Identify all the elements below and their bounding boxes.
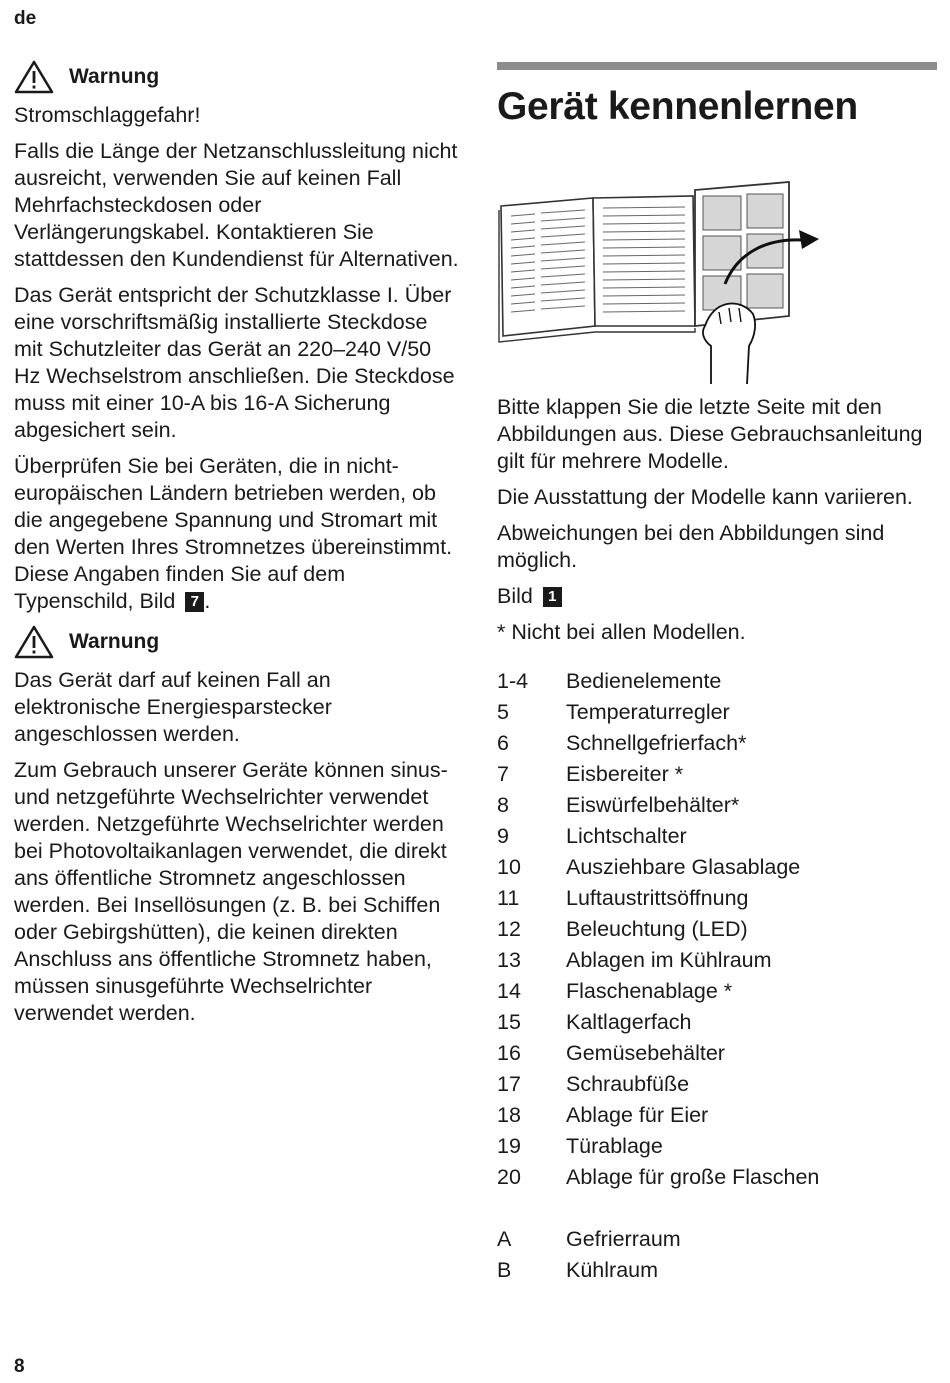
language-code: de [14,8,37,29]
part-number: 7 [497,762,509,786]
list-item [497,883,937,914]
part-label: Luftaustrittsöffnung [566,886,749,910]
list-item [497,1007,937,1038]
part-number: 19 [497,1134,521,1158]
warning-triangle-icon [14,60,54,94]
list-item [497,1038,937,1069]
warning-text: Das Gerät darf auf keinen Fall an elektronische Energiesparstecker angeschlossen werden. [14,668,332,746]
intro-paragraph: Die Ausstattung der Modelle kann variieren. [497,485,913,509]
part-label: Kaltlagerfach [566,1010,692,1034]
part-label: Eiswürfelbehälter* [566,793,740,817]
part-number: 17 [497,1072,521,1096]
part-label: Ablage für Eier [566,1103,709,1127]
page-number: 8 [14,1356,25,1377]
manual-foldout-icon [497,176,827,386]
intro-paragraph: Bitte klappen Sie die letzte Seite mit den Abbildungen aus. Diese Gebrauchsanleitung gilt für mehrere Modelle. [497,395,923,473]
list-item [497,759,937,790]
zone-label: Gefrierraum [566,1227,681,1251]
list-item [497,1100,937,1131]
list-item [497,666,937,697]
left-column [14,60,459,1036]
section-title: Gerät kennenlernen [497,85,858,128]
list-item [497,945,937,976]
figure-reference [497,583,937,610]
list-item [497,1255,937,1286]
list-item [497,728,937,759]
list-item [497,1069,937,1100]
warning-triangle-icon [14,625,54,659]
list-item [497,821,937,852]
part-number: 1-4 [497,669,529,693]
part-number: 6 [497,731,509,755]
part-number: 18 [497,1103,521,1127]
part-number: 20 [497,1165,521,1189]
warning-label: Warnung [69,65,160,88]
list-item [497,914,937,945]
list-item [497,976,937,1007]
part-label: Schraubfüße [566,1072,690,1096]
part-label: Bedienelemente [566,669,722,693]
intro-paragraph: Abweichungen bei den Abbildungen sind möglich. [497,521,885,572]
paragraph-text: Überprüfen Sie bei Geräten, die in nicht-europäischen Ländern betrieben werden, ob die angegebene Spannung und Stromart mit den Werten Ihres Stromnetzes übereinstimmt. Diese Angaben finden Sie auf dem Typenschild, Bild [14,454,453,613]
part-number: 8 [497,793,509,817]
part-number: 12 [497,917,521,941]
part-label: Ausziehbare Glasablage [566,855,801,879]
list-item [497,852,937,883]
part-label: Gemüsebehälter [566,1041,725,1065]
list-item [497,1131,937,1162]
warning-text: Zum Gebrauch unserer Geräte können sinus- und netzgeführte Wechselrichter verwendet werden. Netzgeführte Wechselrichter werden bei Photovoltaikanlagen verwendet, die direkt ans öffentliche Stromnetz angeschlossen werden. Bei Insellösungen (z. B. bei Schiffen oder Gebirgshütten), die keinen direkten Anschluss ans öffentliche Stromnetz haben, müssen sinusgeführte Wechselrichter verwendet werden. [14,758,448,1025]
paragraph-end: . [204,589,211,613]
warning-label: Warnung [69,630,160,653]
part-label: Flaschenablage * [566,979,733,1003]
list-item [497,790,937,821]
part-number: 14 [497,979,521,1003]
part-label: Türablage [566,1134,663,1158]
zone-letter: A [497,1227,512,1251]
footnote: * Nicht bei allen Modellen. [497,620,746,644]
list-item [497,1224,937,1255]
zones-list [497,1224,937,1286]
figure-badge: 7 [185,592,204,612]
figure-label: Bild [497,584,533,608]
part-number: 15 [497,1010,521,1034]
part-label: Lichtschalter [566,824,687,848]
part-label: Schnellgefrierfach* [566,731,747,755]
section-rule [497,62,937,70]
part-label: Temperaturregler [566,700,730,724]
list-item [497,697,937,728]
part-label: Beleuchtung (LED) [566,917,748,941]
right-column [497,62,937,1286]
fold-out-page-illustration [497,176,827,386]
figure-badge: 1 [543,587,562,607]
part-number: 9 [497,824,509,848]
part-label: Eisbereiter * [566,762,684,786]
zone-letter: B [497,1258,512,1282]
paragraph [14,453,459,615]
paragraph: Das Gerät entspricht der Schutzklasse I. Über eine vorschriftsmäßig installierte Steckdose mit Schutzleiter das Gerät an 220–240 V/50 Hz Wechselstrom anschließen. Die Steckdose muss mit einer 10-A bis 16-A Sicherung abgesichert sein. [14,283,455,442]
warning-text: Falls die Länge der Netzanschlussleitung nicht ausreicht, verwenden Sie auf keinen Fall Mehrfachsteckdosen oder Verlängerungskabel. Kontaktieren Sie stattdessen den Kundendienst für Alternativen. [14,139,459,271]
parts-list [497,666,937,1193]
part-number: 16 [497,1041,521,1065]
part-number: 10 [497,855,521,879]
part-number: 13 [497,948,521,972]
warning-heading [14,60,459,94]
zone-label: Kühlraum [566,1258,659,1282]
list-item [497,1162,937,1193]
part-label: Ablage für große Flaschen [566,1165,820,1189]
warning-text: Stromschlaggefahr! [14,103,201,127]
warning-heading [14,625,459,659]
part-number: 11 [497,886,520,910]
part-number: 5 [497,700,509,724]
part-label: Ablagen im Kühlraum [566,948,772,972]
